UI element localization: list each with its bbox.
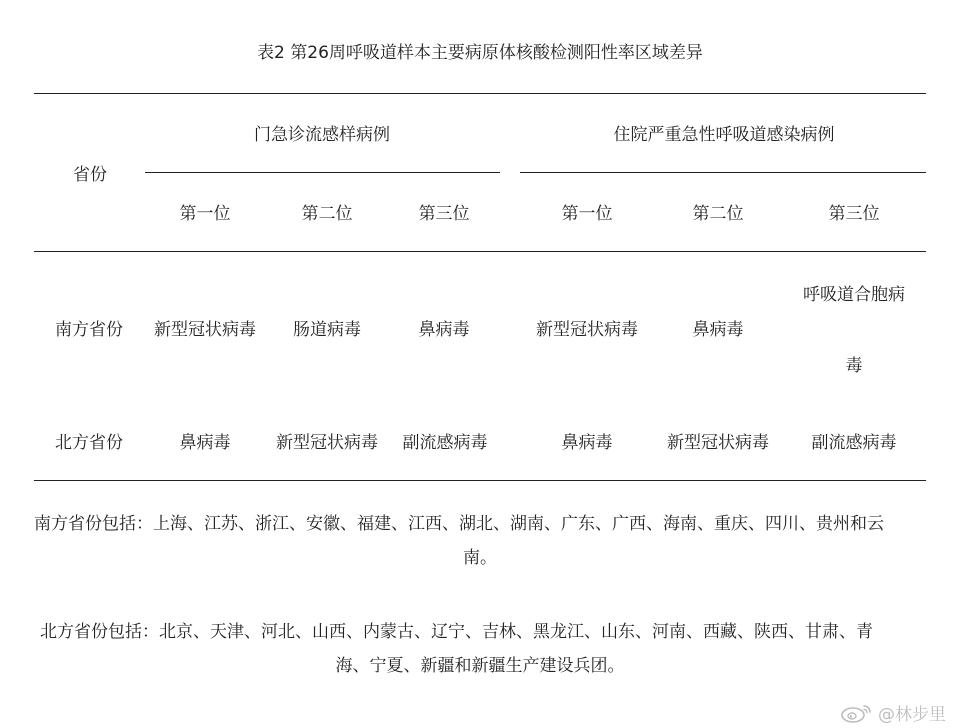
table-cell-wrap-line1: 呼吸道合胞病 — [803, 285, 905, 305]
watermark-text: @林步里 — [878, 705, 946, 725]
table-cell: 鼻病毒 — [692, 320, 744, 340]
weibo-logo-icon — [840, 703, 874, 723]
header-bottom-rule — [34, 251, 926, 252]
table-cell: 新型冠状病毒 — [276, 433, 378, 453]
outpatient-group-rule — [145, 172, 500, 173]
note-south-line1: 南方省份包括：上海、江苏、浙江、安徽、福建、江西、湖北、湖南、广东、广西、海南、重庆、四川、贵州和云 — [34, 514, 884, 534]
table-cell: 新型冠状病毒 — [154, 320, 256, 340]
rank-header-inpatient-3: 第三位 — [828, 204, 880, 224]
rank-header-outpatient-3: 第三位 — [418, 204, 470, 224]
table-cell: 肠道病毒 — [293, 320, 361, 340]
table-title: 表2 第26周呼吸道样本主要病原体核酸检测阳性率区域差异 — [257, 43, 703, 63]
outpatient-group-header: 门急诊流感样病例 — [254, 125, 390, 145]
note-south-line2: 南。 — [463, 548, 497, 568]
table-top-rule — [34, 93, 926, 94]
table-cell: 副流感病毒 — [402, 433, 488, 453]
rank-header-inpatient-1: 第一位 — [561, 204, 613, 224]
table-bottom-rule — [34, 480, 926, 481]
note-north-line2: 海、宁夏、新疆和新疆生产建设兵团。 — [335, 656, 625, 676]
table-cell: 鼻病毒 — [418, 320, 470, 340]
table-cell: 新型冠状病毒 — [667, 433, 769, 453]
table-cell: 鼻病毒 — [561, 433, 613, 453]
table-cell: 新型冠状病毒 — [536, 320, 638, 340]
rank-header-inpatient-2: 第二位 — [692, 204, 744, 224]
row-label-south: 南方省份 — [55, 320, 123, 340]
row-label-north: 北方省份 — [55, 433, 123, 453]
table-cell-wrap-line2: 毒 — [845, 356, 863, 376]
inpatient-group-header: 住院严重急性呼吸道感染病例 — [613, 125, 835, 145]
watermark — [840, 700, 946, 725]
rank-header-outpatient-2: 第二位 — [301, 204, 353, 224]
table-cell: 鼻病毒 — [179, 433, 231, 453]
rank-header-outpatient-1: 第一位 — [179, 204, 231, 224]
table-cell: 副流感病毒 — [811, 433, 897, 453]
inpatient-group-rule — [520, 172, 926, 173]
province-header: 省份 — [73, 165, 107, 185]
note-north-line1: 北方省份包括：北京、天津、河北、山西、内蒙古、辽宁、吉林、黑龙江、山东、河南、西藏、陕西、甘肃、青 — [40, 622, 873, 642]
